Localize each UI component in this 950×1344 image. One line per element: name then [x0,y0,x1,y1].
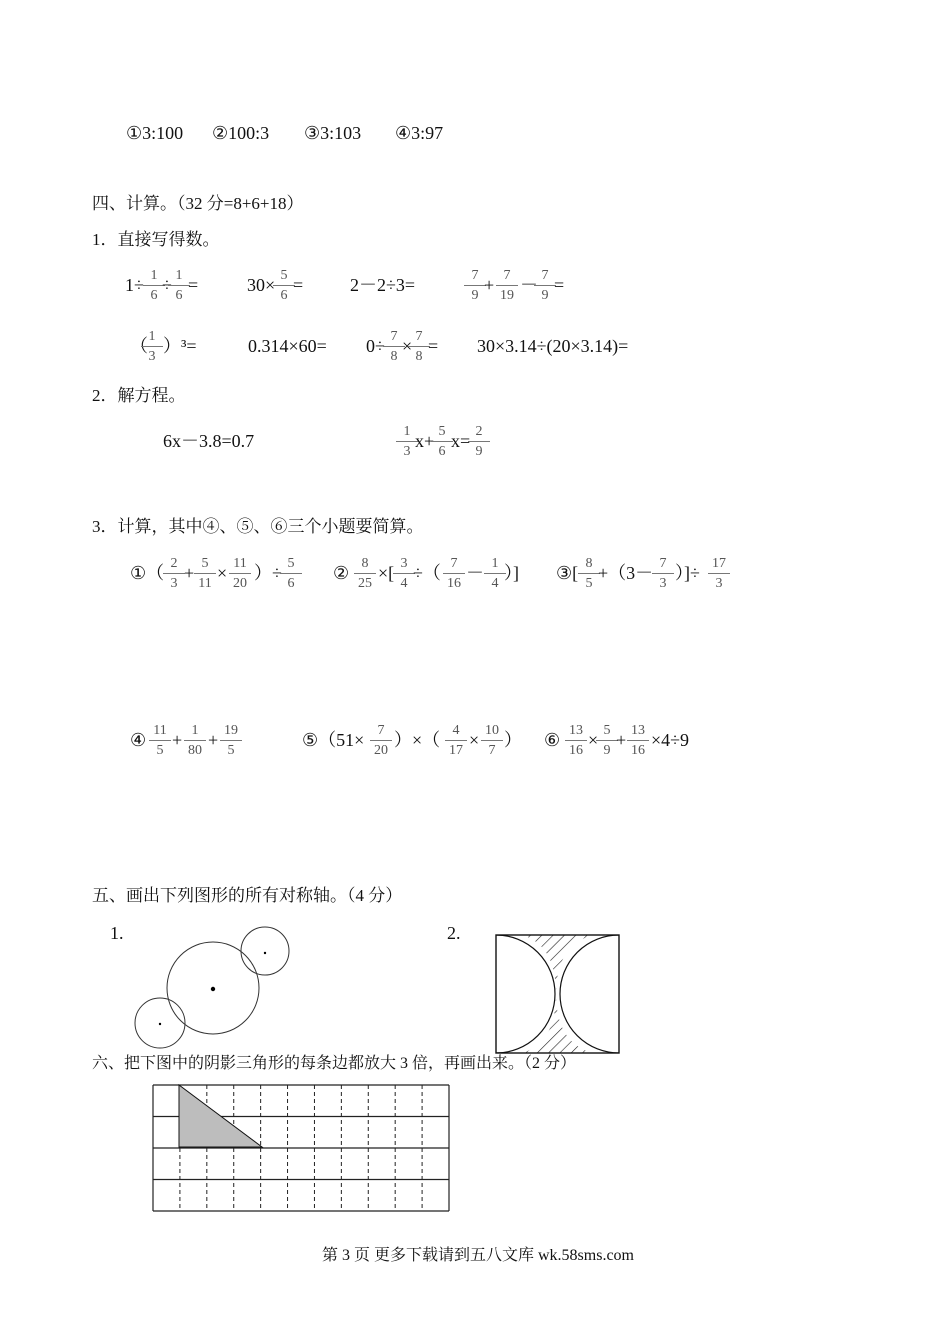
q2-label: 2．解方程。 [92,386,186,405]
circles-figure [120,920,310,1050]
fraction: 8 5 [578,556,600,592]
p6-b: × [588,730,599,750]
fraction: 2 3 [163,556,185,592]
e5-b: ）³= [163,336,197,356]
p4-c: + [208,730,219,750]
p2-d: － [466,563,484,583]
fraction: 7 9 [464,268,486,304]
figure-1-label: 1. [110,923,124,943]
figure-2-label: 2. [447,923,461,943]
fraction: 2 9 [468,424,490,460]
fraction: 7 16 [443,556,465,592]
fraction: 7 3 [652,556,674,592]
eq1: 6x－3.8=0.7 [163,431,255,451]
fraction: 5 6 [431,424,453,460]
e4-c: = [554,275,565,295]
fraction: 7 20 [370,723,392,759]
fraction: 10 7 [481,723,503,759]
p5-a: ⑤（51× [302,730,365,750]
eq2-b: x= [451,431,471,451]
e1-a: 1÷ [125,275,144,295]
p6-a: ⑥ [544,730,561,750]
fraction: 5 9 [596,723,618,759]
e4-b: + [484,275,495,295]
p1-c: × [217,563,228,583]
p5-d: ） [504,730,522,750]
fraction: 1 3 [396,424,418,460]
fraction: 17 3 [708,556,730,592]
fraction: 8 25 [354,556,376,592]
p4-a: ④ [130,730,147,750]
e1-b: ÷ [162,275,172,295]
fraction: 5 11 [194,556,216,592]
fraction: 13 16 [627,723,649,759]
e3: 2－2÷3= [350,275,416,295]
p2-e: ）] [504,563,519,583]
p5-b: ）×（ [394,730,441,750]
e5-a: （ [130,336,148,356]
e7-c: = [428,336,439,356]
p2-a: ② [333,563,350,583]
e4-m: － [520,275,538,295]
footer: 第 3 页 更多下载请到五八文库 wk.58sms.com [322,1247,635,1264]
option-2: ②100:3 [212,123,270,143]
fraction: 1 4 [484,556,506,592]
section4-title: 四、计算。（32 分=8+6+18） [92,194,304,213]
option-4: ④3:97 [395,123,444,143]
grid-figure [150,1082,452,1214]
e1-c: = [188,275,199,295]
fraction: 11 20 [229,556,251,592]
p4-b: + [172,730,183,750]
e7-a: 0÷ [366,336,385,356]
square-arcs-figure [490,930,625,1058]
p3-c: ）]÷ [675,563,700,583]
fraction: 5 6 [273,268,295,304]
fraction: 7 9 [534,268,556,304]
eq2-a: x+ [415,431,435,451]
p2-b: ×[ [378,563,395,583]
fraction: 7 8 [383,329,405,365]
fraction: 7 19 [496,268,518,304]
section5-title: 五、画出下列图形的所有对称轴。（4 分） [92,886,403,905]
fraction: 11 5 [149,723,171,759]
fraction: 4 17 [445,723,467,759]
e6: 0.314×60= [248,336,327,356]
p3-a: ③[ [556,563,579,583]
p5-c: × [469,730,480,750]
option-1: ①3:100 [126,123,184,143]
section6-title: 六、把下图中的阴影三角形的每条边都放大 3 倍，再画出来。（2 分） [92,1055,577,1072]
q3-label: 3．计算，其中④、⑤、⑥三个小题要简算。 [92,517,424,536]
option-3: ③3:103 [304,123,362,143]
q1-label: 1．直接写得数。 [92,230,220,249]
e2-c: = [293,275,304,295]
e7-b: × [402,336,413,356]
e2-a: 30× [247,275,276,295]
p1-a: ①（ [130,563,165,583]
p6-d: ×4÷9 [651,730,690,750]
p1-d: ）÷ [254,563,282,583]
p1-b: + [184,563,195,583]
e8: 30×3.14÷(20×3.14)= [477,336,629,356]
fraction: 7 8 [408,329,430,365]
fraction: 13 16 [565,723,587,759]
fraction: 19 5 [220,723,242,759]
fraction: 3 4 [393,556,415,592]
fraction: 1 6 [143,268,165,304]
fraction: 1 3 [141,329,163,365]
fraction: 1 80 [184,723,206,759]
p3-b: +（3－ [598,563,654,583]
p6-c: + [616,730,627,750]
fraction: 1 6 [168,268,190,304]
fraction: 5 6 [280,556,302,592]
p2-c: ÷（ [413,563,441,583]
